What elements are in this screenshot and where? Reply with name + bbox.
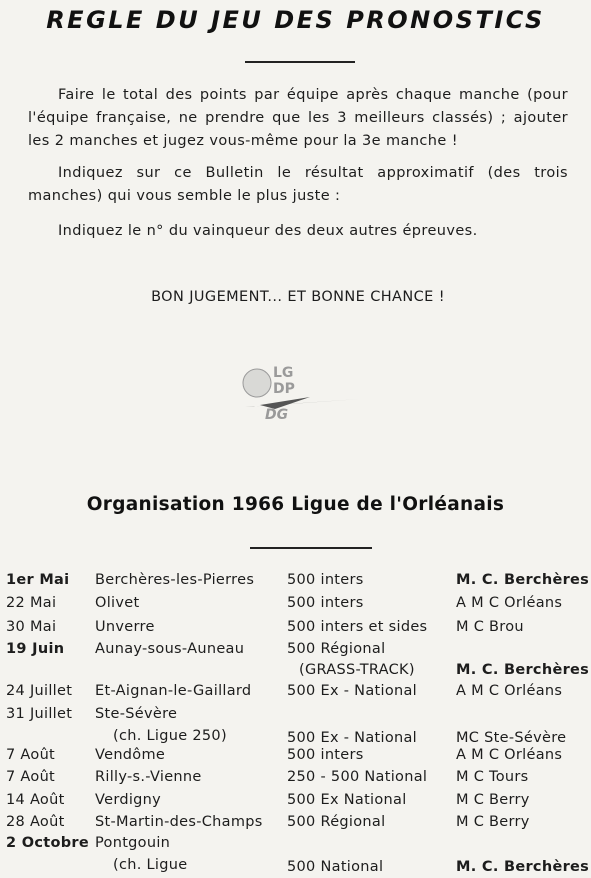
schedule-organizer: A M C Orléans xyxy=(456,747,563,763)
schedule-place-note: (ch. Ligue 250) xyxy=(113,728,227,744)
schedule-place-note: (ch. Ligue xyxy=(113,857,188,873)
schedule-organizer: M C Berry xyxy=(456,814,530,830)
schedule-date: 19 Juin xyxy=(6,641,65,657)
rules-paragraph-2: Indiquez sur ce Bulletin le résultat approximatif (des trois manches) qui vous semble le plus juste : xyxy=(28,165,568,204)
schedule-place: Aunay-sous-Auneau xyxy=(95,641,245,657)
schedule-date: 24 Juillet xyxy=(6,683,73,699)
closing-line: BON JUGEMENT... ET BONNE CHANCE ! xyxy=(151,289,445,305)
schedule-organizer: MC Ste-Sévère xyxy=(456,730,567,746)
schedule-title: Organisation 1966 Ligue de l'Orléanais xyxy=(86,494,505,515)
schedule-event: 500 Régional xyxy=(287,641,386,657)
schedule-organizer: M. C. Berchères xyxy=(456,859,590,875)
schedule-date: 22 Mai xyxy=(6,595,57,611)
schedule-organizer: M. C. Berchères xyxy=(456,662,590,678)
schedule-event: 250 - 500 National xyxy=(287,769,428,785)
schedule-date: 2 Octobre xyxy=(6,835,90,851)
svg-text:DP: DP xyxy=(273,381,295,397)
schedule-date: 7 Août xyxy=(6,747,56,763)
schedule-event: 500 inters xyxy=(287,572,364,588)
page-title: REGLE DU JEU DES PRONOSTICS xyxy=(46,6,545,34)
schedule-place: Berchères-les-Pierres xyxy=(95,572,255,588)
schedule-place: Et-Aignan-le-Gaillard xyxy=(95,683,252,699)
schedule-organizer: M C Brou xyxy=(456,619,524,635)
schedule-date: 7 Août xyxy=(6,769,56,785)
schedule-event: 500 inters xyxy=(287,747,364,763)
schedule-event: 500 Ex - National xyxy=(287,683,417,699)
schedule-date: 1er Mai xyxy=(6,572,70,588)
rules-paragraph-3: Indiquez le n° du vainqueur des deux autres épreuves. xyxy=(58,223,478,239)
schedule-place: St-Martin-des-Champs xyxy=(95,814,263,830)
schedule-event: 500 Ex National xyxy=(287,792,407,808)
schedule-place: Pontgouin xyxy=(95,835,171,851)
schedule-place: Vendôme xyxy=(95,747,166,763)
schedule-event: 500 National xyxy=(287,859,384,875)
schedule-organizer: M C Berry xyxy=(456,792,530,808)
schedule-organizer: M. C. Berchères xyxy=(456,572,590,588)
schedule-organizer: A M C Orléans xyxy=(456,683,563,699)
schedule-place: Unverre xyxy=(95,619,155,635)
svg-text:LG: LG xyxy=(273,365,294,381)
schedule-place: Olivet xyxy=(95,595,140,611)
schedule-event: 500 inters et sides xyxy=(287,619,428,635)
schedule-place: Verdigny xyxy=(95,792,162,808)
schedule-event-note: (GRASS-TRACK) xyxy=(299,662,415,678)
schedule-organizer: A M C Orléans xyxy=(456,595,563,611)
rules-paragraph-1: Faire le total des points par équipe après chaque manche (pour l'équipe française, ne prendre que les 3 meilleurs classés) ; ajouter les 2 manches et jugez vous-même pour la 3e manche ! xyxy=(28,87,568,149)
schedule-place: Ste-Sévère xyxy=(95,706,178,722)
schedule-event: 500 Ex - National xyxy=(287,730,417,746)
schedule-date: 28 Août xyxy=(6,814,65,830)
svg-text:DG: DG xyxy=(265,407,289,423)
schedule-event: 500 Régional xyxy=(287,814,386,830)
schedule-place: Rilly-s.-Vienne xyxy=(95,769,202,785)
schedule-date: 31 Juillet xyxy=(6,706,73,722)
schedule-event: 500 inters xyxy=(287,595,364,611)
schedule-date: 30 Mai xyxy=(6,619,57,635)
schedule-date: 14 Août xyxy=(6,792,65,808)
schedule-organizer: M C Tours xyxy=(456,769,529,785)
